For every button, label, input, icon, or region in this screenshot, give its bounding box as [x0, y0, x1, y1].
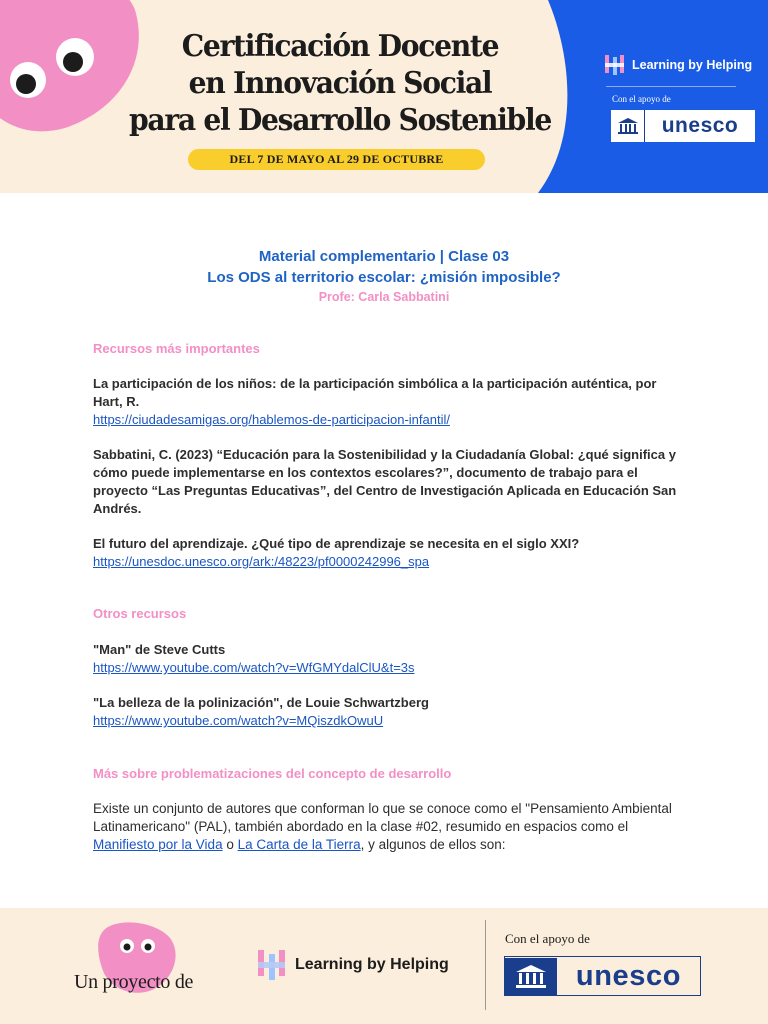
support-label: Con el apoyo de — [505, 931, 590, 946]
learning-by-helping-logo — [257, 948, 449, 982]
resource-title: El futuro del aprendizaje. ¿Qué tipo de aprendizaje se necesita en el siglo XXI? — [93, 536, 580, 551]
teacher-name: Profe: Carla Sabbatini — [318, 290, 450, 304]
paragraph-text: Existe un conjunto de autores que conforman lo que se conoce como el "Pensamiento Ambiental Latinamericano" (PAL), también abordado en la clase #02, resumido en espacios como el — [93, 801, 672, 834]
resource-link[interactable]: https://www.youtube.com/watch?v=MQiszdkOwuU — [93, 713, 384, 728]
unesco-logo — [504, 956, 701, 996]
support-label: Con el apoyo de — [612, 94, 671, 104]
divider — [606, 86, 736, 87]
section-heading-development: Más sobre problematizaciones del concepto de desarrollo — [93, 766, 452, 781]
title-line-1: Certificación Docente — [181, 29, 499, 64]
paragraph-text: , y algunos de ellos son: — [360, 837, 506, 852]
project-label: Un proyecto de — [74, 971, 194, 993]
unesco-logo — [611, 110, 755, 142]
resource-link[interactable]: https://ciudadesamigas.org/hablemos-de-participacion-infantil/ — [93, 412, 450, 427]
resource-link[interactable]: https://www.youtube.com/watch?v=WfGMYdalClU&t=3s — [93, 660, 415, 675]
certification-title — [124, 28, 556, 139]
resource-item — [93, 694, 683, 730]
pal-paragraph — [93, 800, 673, 854]
carta-tierra-link[interactable]: La Carta de la Tierra — [237, 837, 361, 852]
paragraph-text: o — [222, 837, 238, 852]
resource-item — [93, 375, 683, 429]
unesco-temple-icon — [505, 958, 557, 995]
pink-mascot-illustration — [0, 0, 140, 135]
title-line-2: en Innovación Social — [188, 66, 492, 101]
resource-item — [93, 535, 683, 571]
lbh-logo-icon — [257, 948, 287, 982]
class-subtitle: Los ODS al territorio escolar: ¿misión imposible? — [207, 269, 561, 286]
resource-link[interactable]: https://unesdoc.unesco.org/ark:/48223/pf0000242996_spa — [93, 554, 430, 569]
brand-name: Learning by Helping — [295, 956, 449, 973]
resource-item — [93, 446, 683, 518]
unesco-wordmark: unesco — [575, 959, 682, 992]
header-banner — [0, 0, 768, 193]
unesco-wordmark: unesco — [661, 114, 739, 137]
resource-title: La participación de los niños: de la participación simbólica a la participación auténtica, por Hart, R. — [93, 376, 657, 409]
learning-by-helping-logo — [604, 54, 752, 76]
section-heading-main-resources: Recursos más importantes — [93, 341, 260, 356]
title-line-3: para el Desarrollo Sostenible — [128, 103, 551, 138]
resource-title: "Man" de Steve Cutts — [93, 642, 226, 657]
resource-item — [93, 641, 683, 677]
lbh-logo-icon — [604, 54, 626, 76]
material-title: Material complementario | Clase 03 — [258, 248, 510, 265]
resource-title: "La belleza de la polinización", de Louie Schwartzberg — [93, 695, 429, 710]
brand-name: Learning by Helping — [632, 58, 753, 72]
unesco-temple-icon — [611, 110, 645, 142]
divider — [485, 920, 486, 1010]
date-range-badge: DEL 7 DE MAYO AL 29 DE OCTUBRE — [188, 149, 485, 170]
resource-title: Sabbatini, C. (2023) “Educación para la Sostenibilidad y la Ciudadanía Global: ¿qué significa y cómo puede implementarse en los contextos escolares?”, documento de trabajo para el proyecto “Las Preguntas Educativas”, del Centro de Investigación Aplicada en Educación San Andrés. — [93, 447, 677, 516]
manifiesto-link[interactable]: Manifiesto por la Vida — [93, 837, 223, 852]
footer — [0, 908, 768, 1024]
section-heading-other-resources: Otros recursos — [93, 606, 187, 621]
